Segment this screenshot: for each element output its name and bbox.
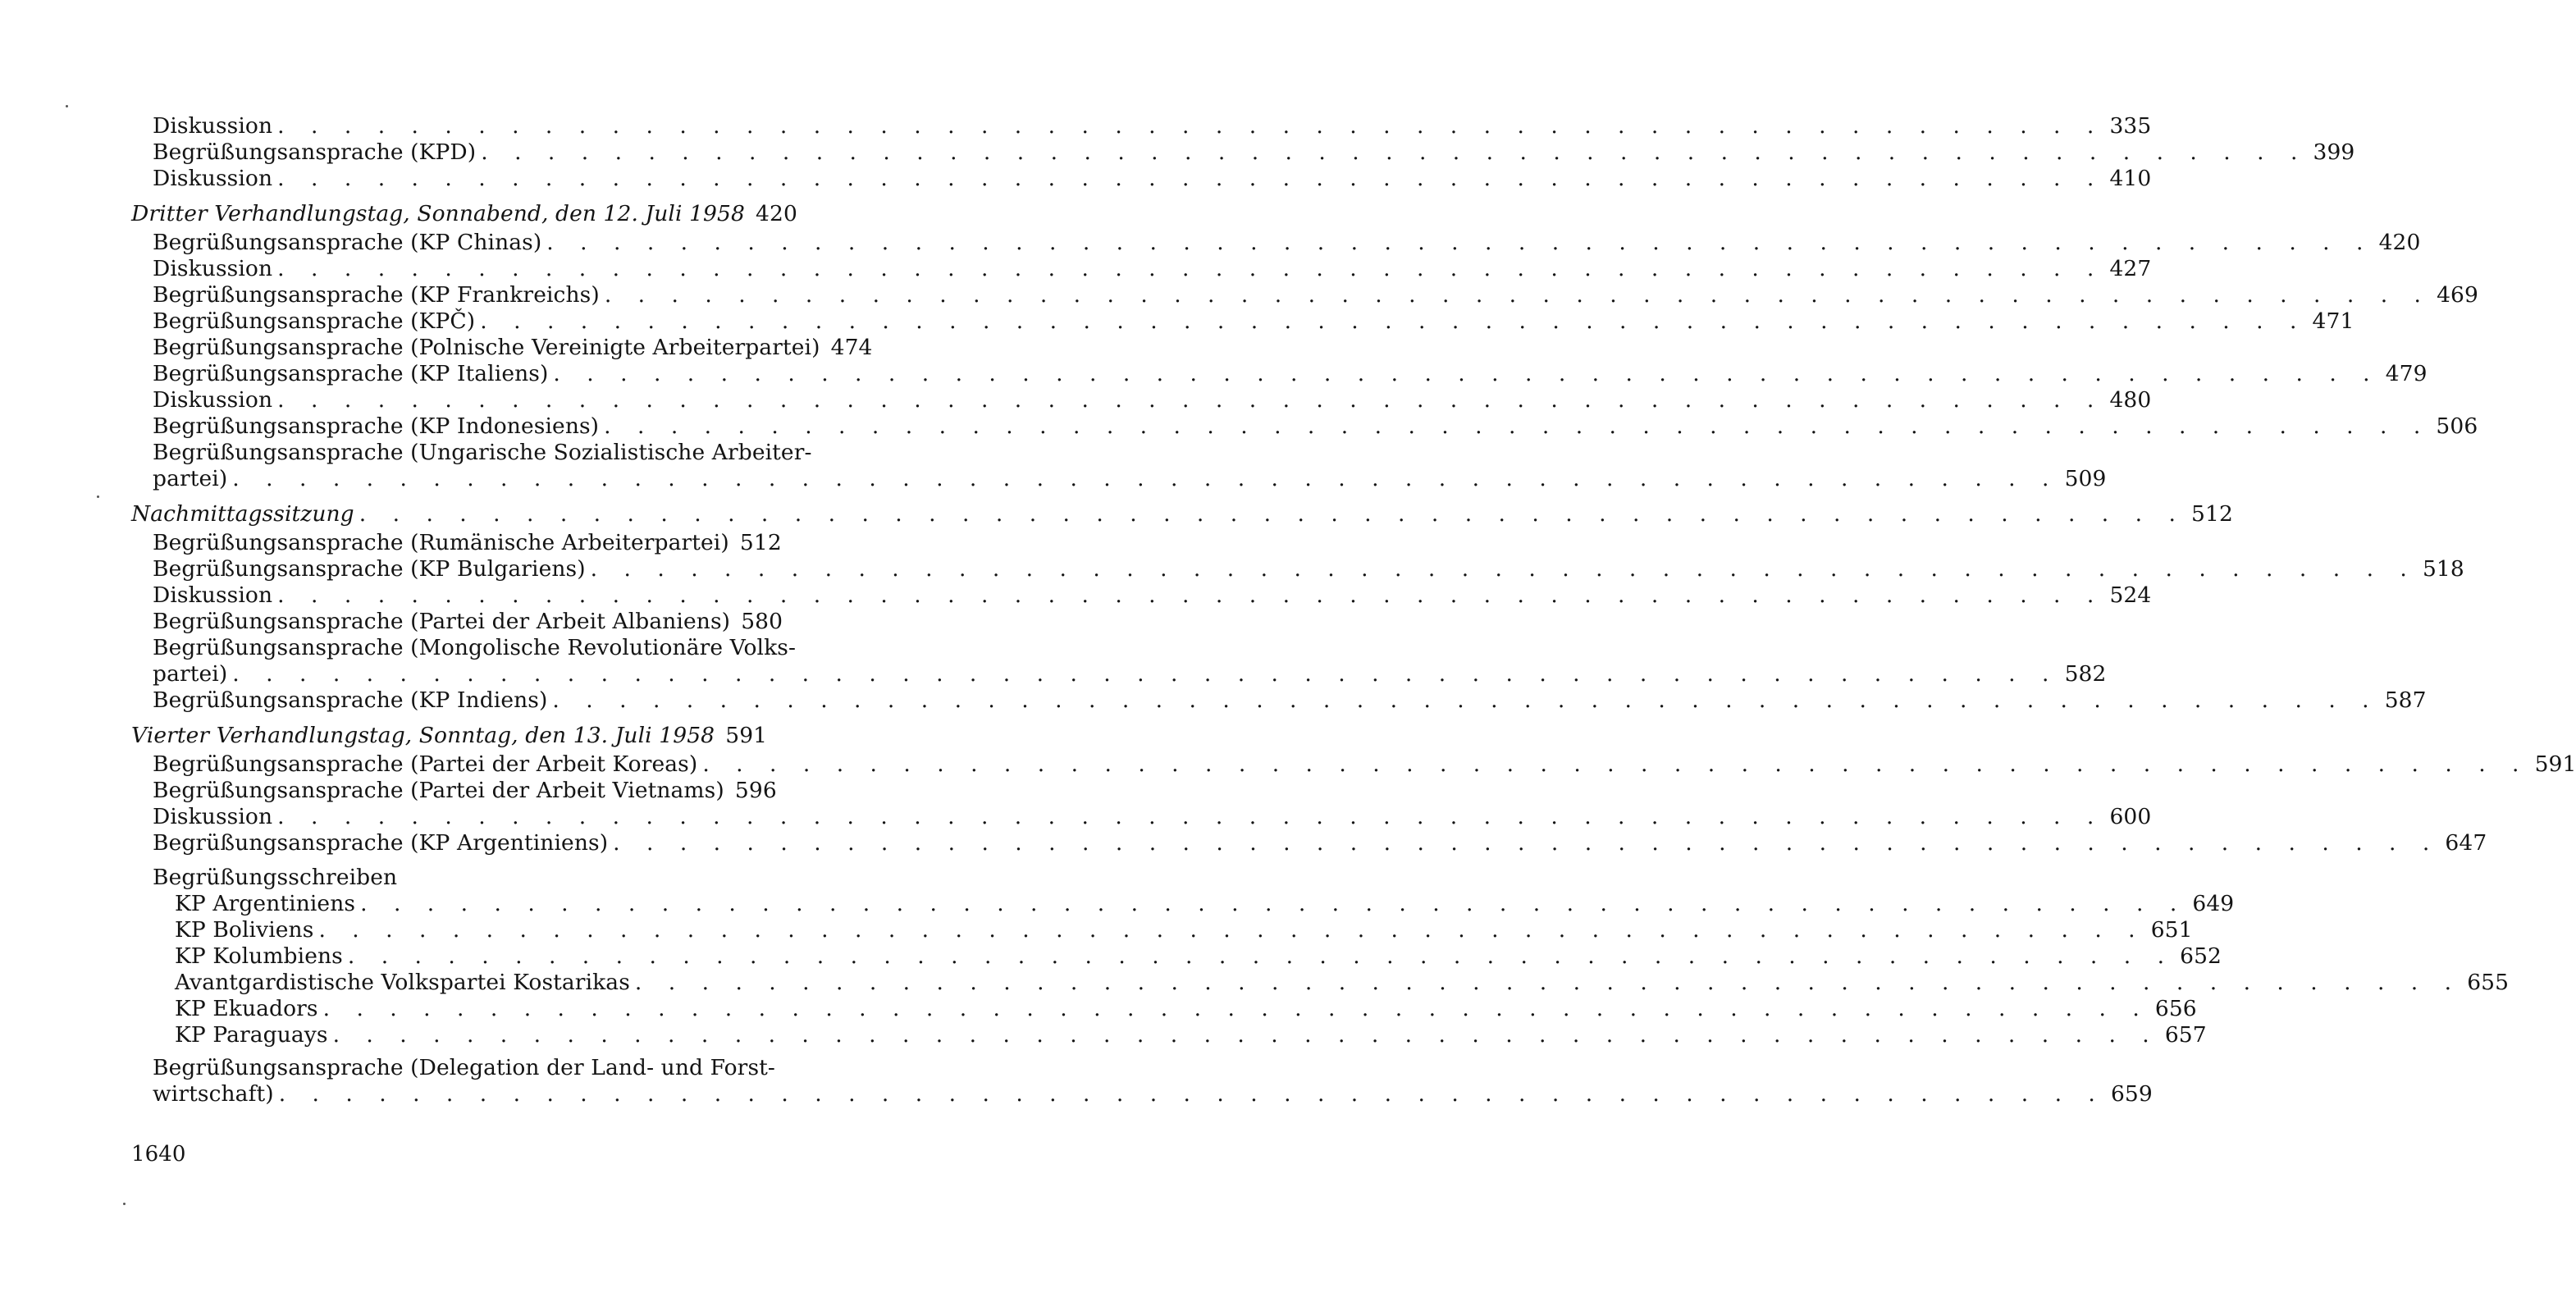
toc-entry-title: Begrüßungsansprache (Mongolische Revolutionäre Volks- (153, 635, 797, 660)
toc-entry-title: Begrüßungsansprache (KP Argentiniens) (153, 830, 609, 856)
toc-entry-page: 591 (725, 723, 768, 748)
toc-entry-title: Avantgardistische Volkspartei Kostarikas (175, 970, 630, 995)
toc-section-title: Vierter Verhandlungstag, Sonntag, den 13. Juli 1958 (131, 723, 715, 748)
toc-entry-title: Diskussion (153, 166, 273, 191)
toc-entry-page: 474 (830, 335, 873, 360)
toc-entry (131, 943, 2222, 970)
dot-leader (277, 113, 2103, 139)
toc-entry (131, 308, 2354, 335)
page-number: 1640 (131, 1142, 186, 1167)
toc-entry (131, 804, 2152, 830)
toc-entry-page: 582 (2064, 661, 2107, 687)
dot-leader (333, 1022, 2159, 1048)
toc-entry-title: Begrüßungsansprache (Partei der Arbeit Albaniens) (153, 609, 731, 634)
dot-leader (553, 361, 2379, 387)
dot-leader (613, 830, 2439, 856)
toc-entry-page: 518 (2422, 556, 2464, 582)
dot-leader (279, 1081, 2105, 1107)
toc-group-title: Begrüßungsschreiben (153, 865, 398, 890)
toc-entry (131, 1081, 2153, 1107)
toc-entry-title: Begrüßungsansprache (KPD) (153, 139, 477, 165)
toc-entry-title: partei) (153, 466, 228, 491)
toc-entry-page: 656 (2154, 996, 2197, 1021)
paper-speck (97, 495, 99, 498)
toc-entry-title: Begrüßungsansprache (KP Indiens) (153, 687, 548, 713)
toc-entry-page: 420 (2378, 230, 2421, 255)
toc-entry-title: partei) (153, 661, 228, 687)
dot-leader (277, 582, 2103, 609)
toc-entry (131, 387, 2152, 413)
toc-entry-title: KP Ekuadors (175, 996, 318, 1021)
toc-entry-title: Diskussion (153, 256, 273, 281)
dot-leader (348, 943, 2174, 970)
toc-entry-title: Begrüßungsansprache (KPČ) (153, 308, 476, 334)
toc-entry-title: KP Argentiniens (175, 891, 356, 916)
toc-entry-page: 649 (2192, 891, 2235, 916)
dot-leader (546, 230, 2373, 256)
dot-leader (359, 501, 2185, 527)
dot-leader (277, 387, 2103, 413)
toc-entry (131, 1022, 2207, 1048)
toc-entry (131, 256, 2152, 282)
toc-entry (131, 661, 2107, 687)
dot-leader (605, 282, 2431, 308)
toc-entry (131, 917, 2193, 943)
toc-entry (131, 891, 2235, 917)
toc-entry-line (131, 1055, 775, 1081)
dot-leader (232, 661, 2058, 687)
toc-entry (131, 466, 2107, 492)
dot-leader (481, 139, 2307, 166)
toc-entry-page: 420 (756, 201, 797, 226)
toc-entry-title: Diskussion (153, 387, 273, 413)
dot-leader (702, 751, 2528, 778)
toc-entry-title: KP Boliviens (175, 917, 314, 943)
toc-entry-page: 410 (2109, 166, 2152, 191)
dot-leader (232, 466, 2058, 492)
toc-entry (131, 830, 2487, 856)
dot-leader (277, 166, 2103, 192)
paper-speck (123, 1203, 126, 1205)
toc-entry-title: wirtschaft) (153, 1081, 274, 1107)
toc-entry-page: 512 (2191, 501, 2233, 527)
toc-entry-page: 469 (2437, 282, 2478, 308)
toc-entry-page: 335 (2109, 113, 2152, 139)
toc-entry (131, 609, 783, 635)
toc-section-title: Nachmittagssitzung (131, 501, 354, 527)
toc-entry-title: Begrüßungsansprache (Rumänische Arbeiterpartei) (153, 530, 729, 555)
dot-leader (277, 256, 2103, 282)
toc-entry-title: Begrüßungsansprache (Delegation der Land- und Forst- (153, 1055, 775, 1080)
toc-section-heading (131, 501, 2233, 527)
toc-entry-title: Begrüßungsansprache (Partei der Arbeit Vietnams) (153, 778, 724, 803)
toc-entry (131, 996, 2197, 1022)
dot-leader (323, 996, 2149, 1022)
toc-entry-page: 652 (2180, 943, 2222, 969)
toc-entry (131, 970, 2510, 996)
toc-entry-title: Begrüßungsansprache (KP Italiens) (153, 361, 549, 386)
toc-entry-page: 600 (2109, 804, 2152, 829)
toc-entry (131, 282, 2478, 308)
toc-entry-page: 657 (2164, 1022, 2207, 1048)
toc-entry (131, 361, 2428, 387)
toc-entry-page: 427 (2109, 256, 2152, 281)
toc-entry-page: 651 (2150, 917, 2193, 943)
toc-entry-page: 659 (2110, 1081, 2153, 1107)
toc-section-heading (131, 723, 768, 749)
toc-entry-title: Begrüßungsansprache (Partei der Arbeit Koreas) (153, 751, 698, 777)
paper-speck (66, 105, 68, 107)
toc-entry-page: 399 (2313, 139, 2355, 165)
toc-entry-title: Begrüßungsansprache (KP Chinas) (153, 230, 542, 255)
toc-entry (131, 139, 2355, 166)
toc-entry-page: 524 (2109, 582, 2152, 608)
dot-leader (552, 687, 2378, 714)
toc-entry-title: Begrüßungsansprache (Polnische Vereinigte Arbeiterpartei) (153, 335, 820, 360)
toc-entry-page: 591 (2534, 751, 2576, 777)
toc-entry-title: KP Paraguays (175, 1022, 328, 1048)
dot-leader (591, 556, 2417, 582)
dot-leader (277, 804, 2103, 830)
toc-entry (131, 230, 2421, 256)
dot-leader (635, 970, 2461, 996)
toc-entry (131, 556, 2464, 582)
toc-entry-title: Begrüßungsansprache (KP Indonesiens) (153, 413, 600, 439)
toc-section-heading (131, 201, 797, 227)
toc-entry-page: 647 (2445, 830, 2487, 856)
toc-entry-page: 480 (2109, 387, 2152, 413)
toc-entry-title: Diskussion (153, 113, 273, 139)
toc-entry-title: KP Kolumbiens (175, 943, 343, 969)
toc-entry-title: Diskussion (153, 804, 273, 829)
toc-entry (131, 778, 777, 804)
dot-leader (604, 413, 2430, 440)
toc-entry-title: Begrüßungsansprache (KP Frankreichs) (153, 282, 600, 308)
toc-entry-line (131, 635, 797, 661)
dot-leader (480, 308, 2306, 335)
toc-entry (131, 335, 873, 361)
toc-entry-title: Begrüßungsansprache (KP Bulgariens) (153, 556, 586, 582)
toc-entry (131, 687, 2427, 714)
toc-entry-page: 471 (2312, 308, 2354, 334)
toc-entry (131, 166, 2152, 192)
toc-entry-title: Diskussion (153, 582, 273, 608)
toc-entry-page: 506 (2436, 413, 2478, 439)
table-of-contents (131, 113, 2576, 1107)
toc-entry-page: 509 (2064, 466, 2107, 491)
toc-entry-page: 587 (2384, 687, 2427, 713)
dot-leader (318, 917, 2144, 943)
toc-entry-page: 580 (741, 609, 783, 634)
toc-entry (131, 582, 2152, 609)
toc-entry-title: Begrüßungsansprache (Ungarische Sozialistische Arbeiter- (153, 440, 812, 465)
toc-entry-page: 596 (734, 778, 777, 803)
toc-entry (131, 530, 782, 556)
toc-entry (131, 113, 2152, 139)
toc-entry (131, 413, 2478, 440)
toc-entry-page: 512 (739, 530, 782, 555)
toc-section-title: Dritter Verhandlungstag, Sonnabend, den 12. Juli 1958 (131, 201, 745, 226)
dot-leader (360, 891, 2186, 917)
toc-group-heading (131, 865, 765, 891)
toc-entry-page: 479 (2385, 361, 2428, 386)
toc-entry-line (131, 440, 812, 466)
toc-entry-page: 655 (2467, 970, 2510, 995)
toc-entry (131, 751, 2576, 778)
